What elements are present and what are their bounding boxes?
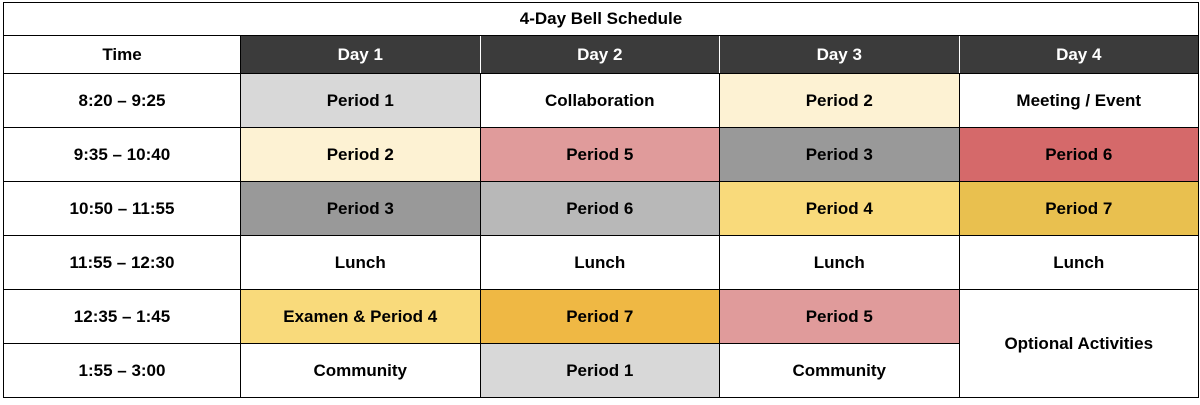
time-slot: 10:50 – 11:55: [4, 182, 241, 236]
schedule-cell: Period 3: [241, 182, 481, 236]
schedule-cell: Period 5: [480, 128, 720, 182]
schedule-row: [4, 290, 1199, 344]
schedule-cell: Period 1: [241, 74, 481, 128]
schedule-title: 4-Day Bell Schedule: [4, 3, 1199, 36]
schedule-cell: Period 2: [241, 128, 481, 182]
schedule-cell: Lunch: [959, 236, 1199, 290]
day-header: Day 4: [959, 36, 1199, 74]
schedule-cell: Meeting / Event: [959, 74, 1199, 128]
schedule-row: [4, 236, 1199, 290]
schedule-row: [4, 128, 1199, 182]
schedule-cell: Period 7: [480, 290, 720, 344]
schedule-cell: Period 6: [959, 128, 1199, 182]
bell-schedule-table: [3, 2, 1199, 398]
day-header: Day 3: [720, 36, 960, 74]
day-header: Day 1: [241, 36, 481, 74]
time-slot: 8:20 – 9:25: [4, 74, 241, 128]
schedule-cell: Lunch: [480, 236, 720, 290]
time-slot: 9:35 – 10:40: [4, 128, 241, 182]
schedule-cell: Period 6: [480, 182, 720, 236]
time-slot: 11:55 – 12:30: [4, 236, 241, 290]
schedule-cell: Period 7: [959, 182, 1199, 236]
time-slot: 12:35 – 1:45: [4, 290, 241, 344]
schedule-cell: Period 2: [720, 74, 960, 128]
schedule-cell: Lunch: [241, 236, 481, 290]
schedule-cell: Period 1: [480, 344, 720, 398]
time-slot: 1:55 – 3:00: [4, 344, 241, 398]
time-column-header: Time: [4, 36, 241, 74]
optional-activities-cell: Optional Activities: [959, 290, 1199, 398]
schedule-cell: Lunch: [720, 236, 960, 290]
schedule-cell: Community: [241, 344, 481, 398]
schedule-cell: Period 5: [720, 290, 960, 344]
schedule-cell: Collaboration: [480, 74, 720, 128]
schedule-cell: Examen & Period 4: [241, 290, 481, 344]
schedule-cell: Period 3: [720, 128, 960, 182]
schedule-row: [4, 74, 1199, 128]
day-header: Day 2: [480, 36, 720, 74]
header-row: [4, 36, 1199, 74]
schedule-cell: Community: [720, 344, 960, 398]
schedule-cell: Period 4: [720, 182, 960, 236]
title-row: [4, 3, 1199, 36]
schedule-row: [4, 182, 1199, 236]
